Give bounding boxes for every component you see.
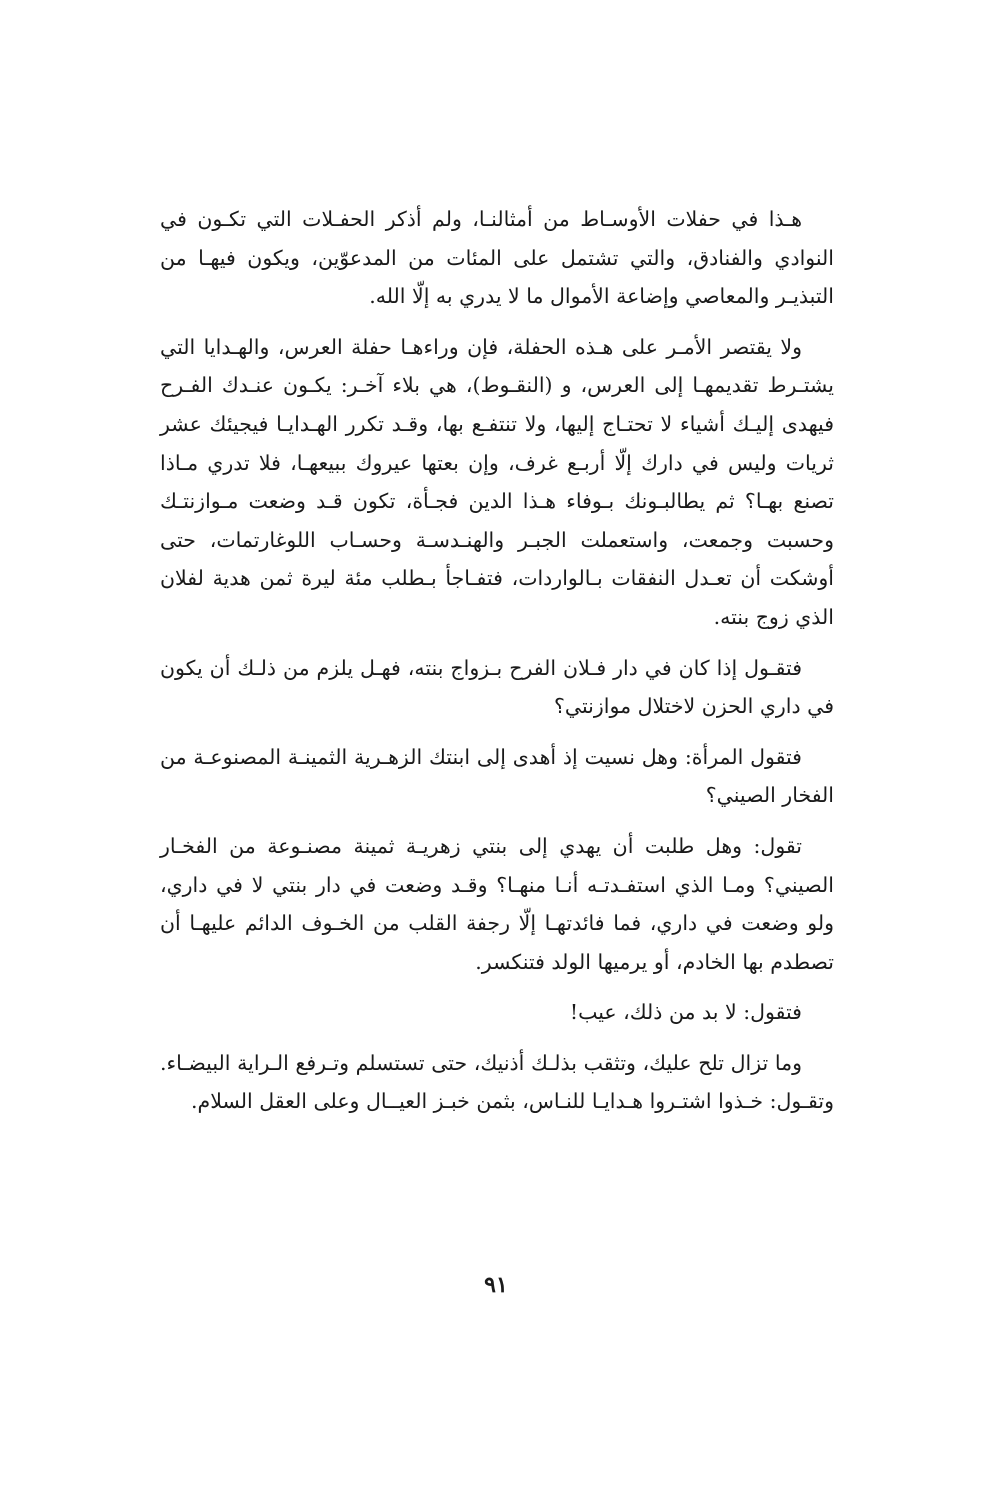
paragraph-4: فتقول المرأة: وهل نسيت إذ أهدى إلى ابنتك الزهـرية الثمينـة المصنوعـة من الفخار الصيني؟ [160,744,834,808]
paragraph-2: ولا يقتصر الأمـر على هـذه الحفلة، فإن وراءهـا حفلة العرس، والهـدايا التي يشتـرط تقديمهـا إلى العرس، و (النقـوط)، هي بلاء آخـر: يكـون عنـدك الفـرح فيهدى إليـك أشياء لا تحتـاج إليها، ولا تنتفـع بها، وقـد تكرر الهـدايـا فيجيئك عشر ثريات وليس في دارك إلّا أربـع غرف، وإن بعتها عيروك ببيعهـا، فلا تدري مـاذا تصنع بهـا؟ ثم يطالبـونك بـوفاء هـذا الدين فجـأة، تكون قـد وضعت مـوازنتـك وحسبت وجمعت، واستعملت الجبـر والهنـدسـة وحسـاب اللوغارتمات، حتى أوشكت أن تعـدل النفقات بـالواردات، فتفـاجأ بـطلب مئة ليرة ثمن هدية لفلان الذي زوج بنته. [160,334,834,629]
paragraph-1: هـذا في حفلات الأوسـاط من أمثالنـا، ولم أذكر الحفـلات التي تكـون في النوادي والفنادق، والتي تشتمل على المئات من المدعوّين، ويكون فيهـا من التبذيـر والمعاصي وإضاعة الأموال ما لا يدري به إلّا الله. [160,207,834,309]
paragraph-5: تقول: وهل طلبت أن يهدي إلى بنتي زهريـة ثمينة مصنـوعة من الفخـار الصيني؟ ومـا الذي استفـدتـه أنـا منهـا؟ وقـد وضعت في دار بنتي لا في داري، ولو وضعت في داري، فما فائدتهـا إلّا رجفة القلب من الخـوف الدائم عليهـا أن تصطدم بها الخادم، أو يرميها الولد فتنكسر. [160,833,834,974]
page-number: ٩١ [484,1272,508,1298]
body-text [160,200,834,1121]
paragraph-6: فتقول: لا بد من ذلك، عيب! [569,1000,802,1025]
paragraph-7: وما تزال تلح عليك، وتثقب بذلـك أذنيك، حتى تستسلم وتـرفع الـراية البيضـاء. وتقـول: خـذوا اشتـروا هـدايـا للنـاس، بثمن خبـز العيــال وعلى العقل السلام. [160,1050,834,1114]
paragraph-3: فتقـول إذا كان في دار فـلان الفرح بـزواج بنته، فهـل يلزم من ذلـك أن يكون في داري الحزن لاختلال موازنتي؟ [160,655,834,719]
